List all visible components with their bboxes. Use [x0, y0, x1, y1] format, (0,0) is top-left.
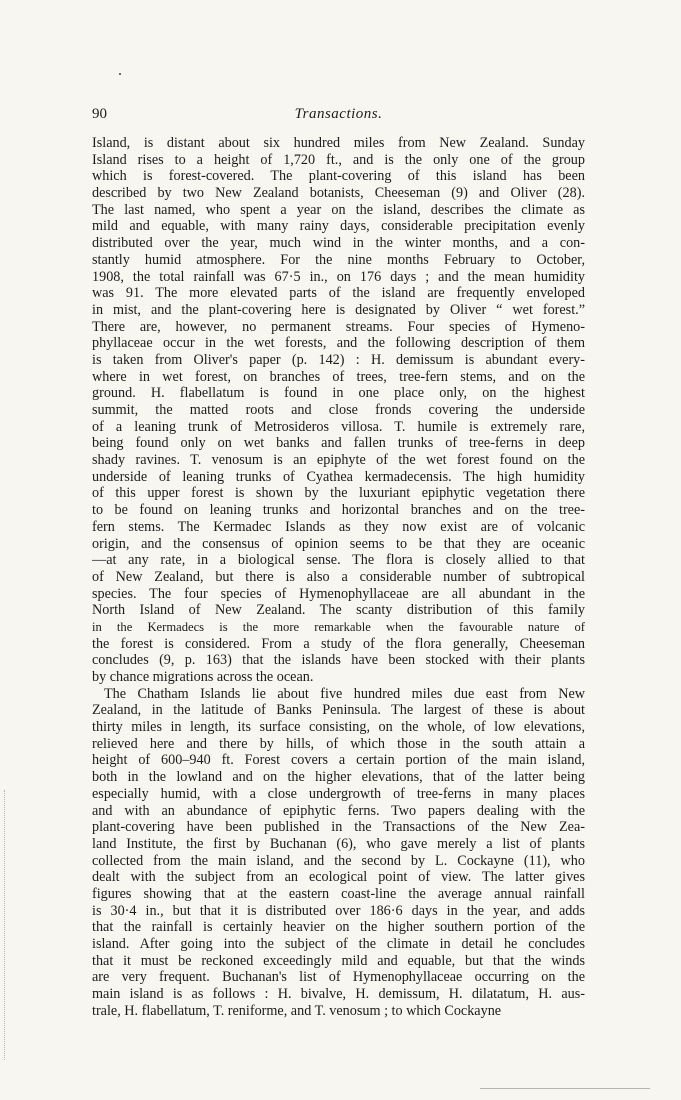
text-line: where in wet forest, on branches of trees, tree-fern stems, and on the — [92, 368, 585, 385]
text-line: mild and equable, with many rainy days, considerable precipitation evenly — [92, 218, 585, 235]
text-line: island. After going into the subject of the climate in detail he concludes — [92, 936, 585, 952]
running-title: Transactions. — [294, 106, 383, 122]
text-line: origin, and the consensus of opinion seems to be that they are oceanic — [92, 535, 585, 552]
text-line: The Chatham Islands lie about five hundred miles due east from New — [104, 685, 585, 702]
text-line: —at any rate, in a biological sense. The flora is closely allied to that — [92, 552, 585, 569]
text-line: is 30·4 in., but that it is distributed over 186·6 days in the year, and adds — [92, 902, 585, 919]
text-line: of a leaning trunk of Metrosideros villosa. T. humile is extremely rare, — [92, 418, 585, 435]
text-line: was 91. The more elevated parts of the island are frequently enveloped — [92, 285, 585, 302]
text-line: and with an abundance of epiphytic ferns. Two papers dealing with the — [92, 802, 585, 819]
scan-edge-marks — [4, 790, 8, 1060]
text-line: collected from the main island, and the second by L. Cockayne (11), who — [92, 852, 585, 869]
scan-speck — [119, 73, 121, 75]
bottom-rule — [480, 1088, 650, 1089]
text-line: trale, H. flabellatum, T. reniforme, and T. venosum ; to which Cockayne — [92, 1002, 502, 1019]
text-line: Island rises to a height of 1,720 ft., and is the only one of the group — [92, 151, 585, 168]
page-header — [92, 106, 585, 126]
text-line: stantly humid atmosphere. For the nine months February to October, — [92, 251, 585, 268]
text-line: height of 600–940 ft. Forest covers a certain portion of the main island, — [92, 752, 585, 769]
text-line: especially humid, with a close undergrowth of tree-ferns in many places — [92, 785, 585, 802]
text-line: underside of leaning trunks of Cyathea kermadecensis. The high humidity — [92, 468, 585, 485]
text-line: species. The four species of Hymenophyllaceae are all abundant in the — [92, 585, 585, 602]
text-line: The last named, who spent a year on the island, describes the climate as — [92, 201, 585, 218]
text-line: by chance migrations across the ocean. — [92, 669, 314, 685]
text-line: of this upper forest is shown by the luxuriant epiphytic vegetation there — [92, 485, 585, 502]
text-line: Island, is distant about six hundred miles from New Zealand. Sunday — [92, 135, 585, 151]
text-line: relieved here and there by hills, of which those in the south attain a — [92, 735, 585, 752]
text-line: that the rainfall is certainly heavier on the higher southern portion of the — [92, 919, 585, 936]
text-line: that it must be reckoned exceedingly mild and equable, but that the winds — [92, 952, 585, 969]
text-line: main island is as follows : H. bivalve, H. demissum, H. dilatatum, H. aus- — [92, 986, 585, 1003]
text-line: are very frequent. Buchanan's list of Hymenophyllaceae occurring on the — [92, 969, 585, 986]
text-line: which is forest-covered. The plant-covering of this island has been — [92, 168, 585, 185]
text-line: North Island of New Zealand. The scanty distribution of this family — [92, 602, 585, 619]
text-line: shady ravines. T. venosum is an epiphyte of the wet forest found on the — [92, 452, 585, 469]
text-line: both in the lowland and on the higher elevations, that of the latter being — [92, 769, 585, 786]
text-line: in mist, and the plant-covering here is designated by Oliver “ wet forest.” — [92, 301, 585, 318]
text-line: plant-covering have been published in the Transactions of the New Zea- — [92, 819, 585, 836]
text-line: being found only on wet banks and fallen trunks of tree-ferns in deep — [92, 435, 585, 452]
text-line: of New Zealand, but there is also a considerable number of subtropical — [92, 568, 585, 585]
text-line: to be found on leaning trunks and horizontal branches and on the tree- — [92, 502, 585, 519]
text-line: distributed over the year, much wind in the winter months, and a con- — [92, 235, 585, 252]
text-line: ground. H. flabellatum is found in one place only, on the highest — [92, 385, 585, 402]
text-line: fern stems. The Kermadec Islands as they now exist are of volcanic — [92, 518, 585, 535]
text-line: Zealand, in the latitude of Banks Peninsula. The largest of these is about — [92, 702, 585, 719]
text-line: described by two New Zealand botanists, Cheeseman (9) and Oliver (28). — [92, 185, 585, 202]
text-line: phyllaceae occur in the wet forests, and the following description of them — [92, 335, 585, 352]
text-line: is taken from Oliver's paper (p. 142) : H. demissum is abundant every- — [92, 351, 585, 368]
text-line: thirty miles in length, its surface consisting, on the whole, of low elevations, — [92, 719, 585, 736]
text-line: figures showing that at the eastern coast-line the average annual rainfall — [92, 885, 585, 902]
body-text — [92, 135, 585, 1019]
text-line: dealt with the subject from an ecological point of view. The latter gives — [92, 869, 585, 886]
page-number: 90 — [92, 106, 107, 122]
text-line: land Institute, the first by Buchanan (6), who gave merely a list of plants — [92, 835, 585, 852]
text-line: in the Kermadecs is the more remarkable when the favourable nature of — [92, 619, 585, 634]
text-line: 1908, the total rainfall was 67·5 in., on 176 days ; and the mean humidity — [92, 268, 585, 285]
text-line: the forest is considered. From a study of the flora generally, Cheeseman — [92, 635, 585, 652]
text-line: concludes (9, p. 163) that the islands have been stocked with their plants — [92, 652, 585, 669]
text-line: summit, the matted roots and close fronds covering the underside — [92, 402, 585, 418]
text-line: There are, however, no permanent streams. Four species of Hymeno- — [92, 318, 585, 335]
